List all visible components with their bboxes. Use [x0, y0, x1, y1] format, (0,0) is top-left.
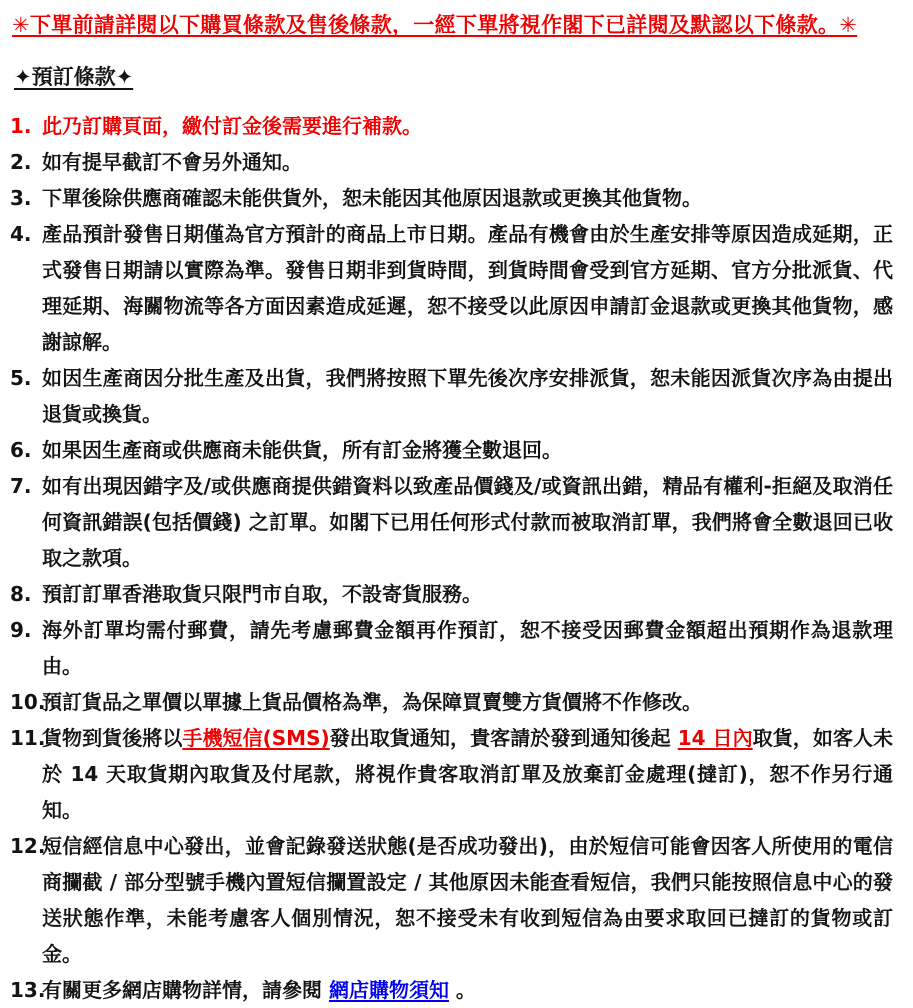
term-item-7 — [10, 468, 893, 576]
term-text: 如有提早截訂不會另外通知。 — [42, 150, 302, 174]
term-number: 11. — [10, 726, 46, 750]
term-item-13 — [10, 972, 893, 1008]
term-text: 下單後除供應商確認未能供貨外，恕未能因其他原因退款或更換其他貨物。 — [42, 186, 702, 210]
term-number: 2. — [10, 150, 32, 174]
term-text: 如果因生產商或供應商未能供貨，所有訂金將獲全數退回。 — [42, 438, 562, 462]
pickup-deadline-highlight: 14 日內 — [677, 726, 753, 750]
term-text: 海外訂單均需付郵費，請先考慮郵費金額再作預訂，恕不接受因郵費金額超出預期作為退款理由。 — [42, 618, 893, 678]
term-item-4 — [10, 216, 893, 360]
term-number: 5. — [10, 366, 32, 390]
term-number: 9. — [10, 618, 32, 642]
term-item-10 — [10, 684, 893, 720]
term-text: 短信經信息中心發出，並會記錄發送狀態(是否成功發出)，由於短信可能會因客人所使用的電信商攔截 / 部分型號手機內置短信攔置設定 / 其他原因未能查看短信，我們只能按照信息中心的發送狀態作準，未能考慮客人個別情況，恕不接受未有收到短信為由要求取回已撻訂的貨物或訂金。 — [42, 834, 893, 966]
term-item-6 — [10, 432, 893, 468]
term-item-2 — [10, 144, 893, 180]
term-text: 此乃訂購頁面，繳付訂金後需要進行補款。 — [42, 114, 422, 138]
sms-highlight: 手機短信(SMS) — [182, 726, 330, 750]
term-text: 預訂訂單香港取貨只限門市自取，不設寄貨服務。 — [42, 582, 482, 606]
term-text: 貨物到貨後將以手機短信(SMS)發出取貨通知，貴客請於發到通知後起 14 日內取貨，如客人未於 14 天取貨期內取貨及付尾款，將視作貴客取消訂單及放棄訂金處理(撻訂)，恕不作另行通知。 — [42, 726, 894, 822]
term-item-8 — [10, 576, 893, 612]
term-number: 13. — [10, 978, 46, 1002]
term-number: 3. — [10, 186, 32, 210]
term-number: 4. — [10, 222, 32, 246]
section-title: ✦預訂條款✦ — [14, 65, 134, 89]
term-item-12 — [10, 828, 893, 972]
notice-header: ✳下單前請詳閱以下購買條款及售後條款，一經下單將視作閣下已詳閱及默認以下條款。✳ — [12, 13, 858, 37]
term-text: 如有出現因錯字及/或供應商提供錯資料以致產品價錢及/或資訊出錯，精品有權利-拒絕及取消任何資訊錯誤(包括價錢) 之訂單。如閣下已用任何形式付款而被取消訂單，我們將會全數退回已收取之款項。 — [42, 474, 893, 570]
term-text: 有關更多網店購物詳情，請參閱 網店購物須知 。 — [42, 978, 476, 1002]
term-number: 10. — [10, 690, 46, 714]
store-shopping-notice-link[interactable]: 網店購物須知 — [328, 978, 449, 1002]
term-item-11 — [10, 720, 893, 828]
term-number: 1. — [10, 114, 32, 138]
term-text: 產品預計發售日期僅為官方預計的商品上市日期。產品有機會由於生產安排等原因造成延期，正式發售日期請以實際為準。發售日期非到貨時間，到貨時間會受到官方延期、官方分批派貨、代理延期、海關物流等各方面因素造成延遲，恕不接受以此原因申請訂金退款或更換其他貨物，感謝諒解。 — [42, 222, 893, 354]
term-number: 6. — [10, 438, 32, 462]
term-item-5 — [10, 360, 893, 432]
term-item-9 — [10, 612, 893, 684]
terms-list — [10, 108, 893, 1008]
term-item-1 — [10, 108, 893, 144]
term-number: 8. — [10, 582, 32, 606]
term-text: 預訂貨品之單價以單據上貨品價格為準，為保障買賣雙方貨價將不作修改。 — [42, 690, 702, 714]
term-item-3 — [10, 180, 893, 216]
term-text: 如因生產商因分批生產及出貨，我們將按照下單先後次序安排派貨，恕未能因派貨次序為由提出退貨或換貨。 — [42, 366, 893, 426]
term-number: 7. — [10, 474, 32, 498]
term-number: 12. — [10, 834, 46, 858]
